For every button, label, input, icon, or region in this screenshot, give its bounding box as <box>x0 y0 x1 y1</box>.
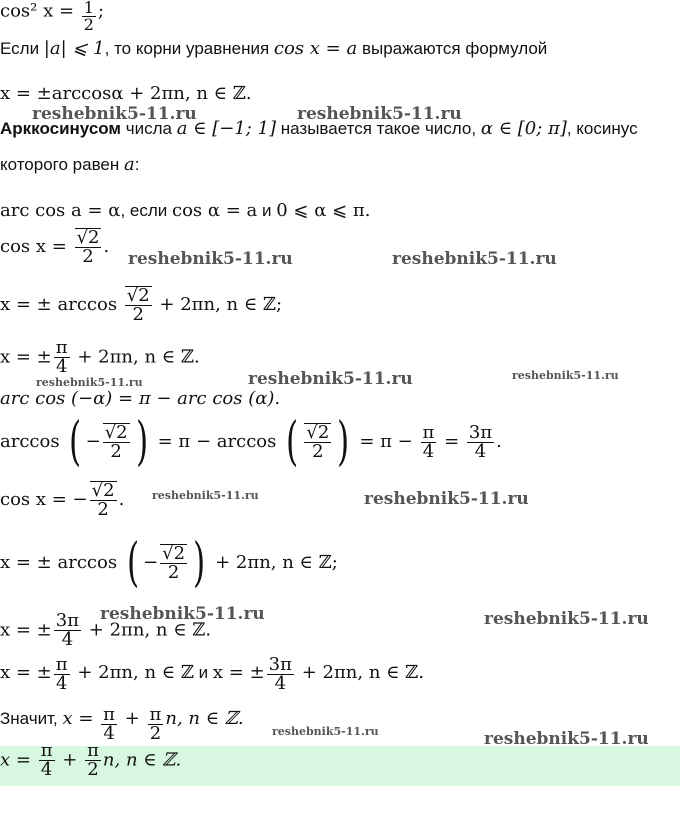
final-answer: x = $\frac{\pi}{4}$ + $\frac{\pi}{2}$ n, n ∈ ℤ. <box>0 740 182 780</box>
arccos-definition: Арккосинусом числа a ∈ [−1; 1] называется такое число, α ∈ [0; π], косинус <box>0 118 638 139</box>
watermark: reshebnik5-11.ru <box>36 376 143 389</box>
general-formula: x = ±arccosα + 2πn, n ∈ ℤ. <box>0 83 252 104</box>
cos-squared-equation: cos² x = $\frac{1}{2}$ ; <box>0 0 105 34</box>
watermark: reshebnik5-11.ru <box>392 249 557 269</box>
watermark: reshebnik5-11.ru <box>128 249 293 269</box>
watermark: reshebnik5-11.ru <box>484 729 649 749</box>
watermark: reshebnik5-11.ru <box>100 604 265 624</box>
solution-3pi-over-4: x = ± $\frac{3\pi}{4}$ + 2πn, n ∈ ℤ. <box>0 610 212 650</box>
solution-pi-over-4: x = ± $\frac{\pi}{4}$ + 2πn, n ∈ ℤ. <box>0 337 200 377</box>
combined-solutions: x = ± $\frac{\pi}{4}$ + 2πn, n ∈ ℤ и x = ± $\frac{3\pi}{4}$ + 2πn, n ∈ ℤ. <box>0 654 425 694</box>
arccos-negative-identity: arc cos (−α) = π − arc cos (α). <box>0 388 281 409</box>
arccos-negative-computation: arccos ( − $\frac{√2}{2}$ ) = π − arccos ( $\frac{√2}{2}$ ) = π − $\frac{\pi}{4}$ = $\frac{3\pi}{4}$ . <box>0 412 502 472</box>
cos-x-negative-sqrt2: cos x = − $\frac{√2}{2}$ . <box>0 480 125 520</box>
watermark: reshebnik5-11.ru <box>248 369 413 389</box>
arccos-condition-text: Если |a| ⩽ 1, то корни уравнения cos x = a выражаются формулой <box>0 38 548 59</box>
watermark: reshebnik5-11.ru <box>152 489 259 502</box>
watermark: reshebnik5-11.ru <box>364 489 529 509</box>
watermark: reshebnik5-11.ru <box>272 725 379 738</box>
solution-arccos-sqrt2: x = ± arccos $\frac{√2}{2}$ + 2πn, n ∈ ℤ; <box>0 285 283 325</box>
conclusion-line: Значит, x = $\frac{\pi}{4}$ + $\frac{\pi}{2}$ n, n ∈ ℤ. <box>0 704 244 744</box>
arccos-def-formula: arc cos a = α, если cos α = a и 0 ⩽ α ⩽ π. <box>0 200 371 221</box>
solution-arccos-negative: x = ± arccos ( − $\frac{√2}{2}$ ) + 2πn, n ∈ ℤ; <box>0 533 338 593</box>
watermark: reshebnik5-11.ru <box>484 609 649 629</box>
watermark: reshebnik5-11.ru <box>297 104 462 124</box>
watermark: reshebnik5-11.ru <box>512 369 619 382</box>
cos-x-sqrt2-equation: cos x = $\frac{√2}{2}$ . <box>0 227 110 267</box>
definition-continuation: которого равен a: <box>0 154 140 175</box>
watermark: reshebnik5-11.ru <box>32 104 197 124</box>
